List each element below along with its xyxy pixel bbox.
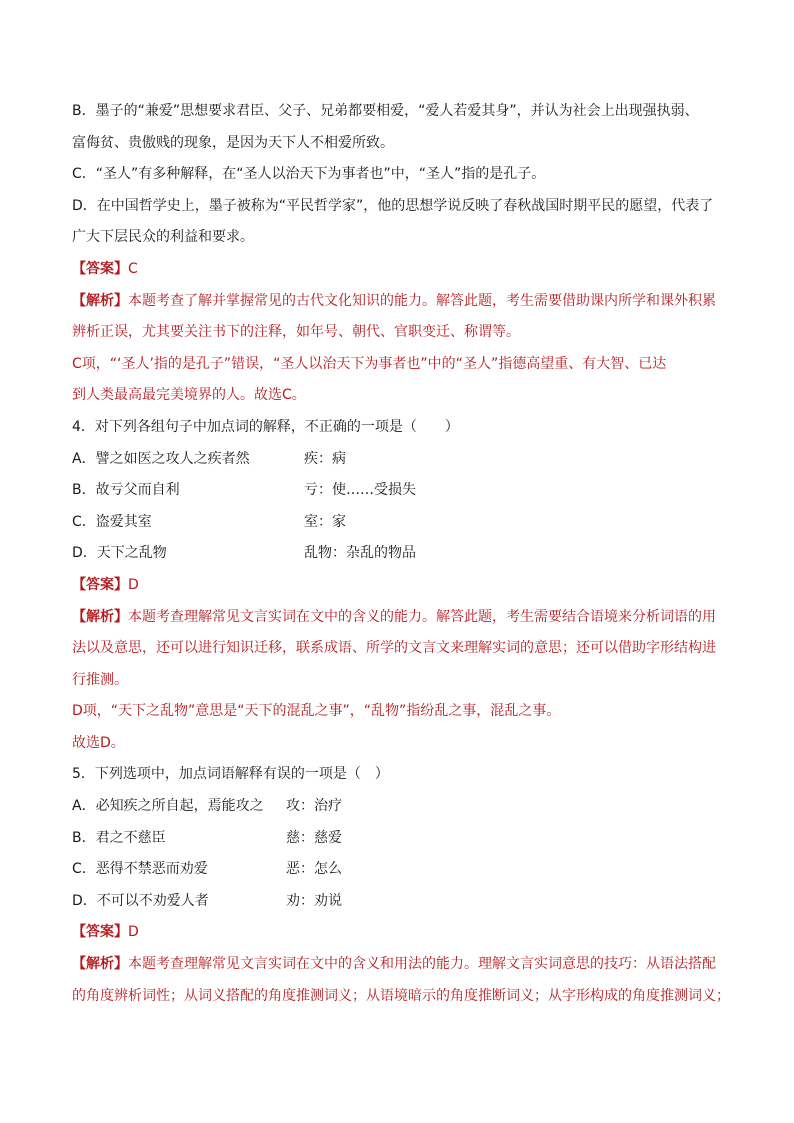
q4-analysis-line3: 行推测。 xyxy=(72,671,128,688)
q3-analysis-line3: C项，“‘圣人’指的是孔子”错误，“圣人以治天下为事者也”中的“圣人”指德高望重、有大智、已达 xyxy=(72,355,667,372)
q5-option-a: A．必知疾之所自起，焉能攻之 攻：治疗 xyxy=(72,798,342,815)
q4-option-b: B．故亏父而自利 亏：使……受损失 xyxy=(72,482,416,499)
q5-analysis-line2: 的角度辨析词性；从词义搭配的角度推测词义；从语境暗示的角度推断词义；从字形构成的角度推测词义； xyxy=(72,987,730,1004)
q5-option-b: B．君之不慈臣 慈：慈爱 xyxy=(72,829,342,846)
q3-analysis-line2: 辨析正误，尤其要关注书下的注释，如年号、朝代、官职变迁、称谓等。 xyxy=(72,324,520,341)
q3-option-d-line1: D．在中国哲学史上，墨子被称为“平民哲学家”，他的思想学说反映了春秋战国时期平民的愿望，代表了 xyxy=(72,197,714,214)
q5-answer xyxy=(72,917,736,949)
q3-option-d-line2: 广大下层民众的利益和要求。 xyxy=(72,229,254,246)
answer-tag: 【答案】 xyxy=(72,576,128,593)
answer-value: D xyxy=(128,924,139,941)
q3-option-b-line2: 富侮贫、贵傲贱的现象，是因为天下人不相爱所致。 xyxy=(72,134,394,151)
q3-answer xyxy=(72,254,736,286)
analysis-tag: 【解析】 xyxy=(72,292,128,309)
q5-analysis-line1: 【解析】本题考查理解常见文言实词在文中的含义和用法的能力。理解文言实词意思的技巧：从语法搭配 xyxy=(72,956,716,973)
q3-option-c: C．“圣人”有多种解释，在“圣人以治天下为事者也”中，“圣人”指的是孔子。 xyxy=(72,166,546,183)
q4-option-a: A．譬之如医之攻人之疾者然 疾：病 xyxy=(72,450,346,467)
answer-value: D xyxy=(128,576,139,593)
q5-option-c: C．恶得不禁恶而劝爱 恶：怎么 xyxy=(72,861,342,878)
q4-analysis-line5: 故选D。 xyxy=(72,734,125,751)
q4-stem: 4．对下列各组句子中加点词的解释，不正确的一项是（ ） xyxy=(72,418,459,435)
q4-analysis-line4: D项，“天下之乱物”意思是“天下的混乱之事”，“乱物”指纷乱之事，混乱之事。 xyxy=(72,703,561,720)
q5-stem: 5．下列选项中，加点词语解释有误的一项是（ ） xyxy=(72,766,389,783)
q4-option-c: C．盗爱其室 室：家 xyxy=(72,513,346,530)
q4-analysis-line1: 【解析】本题考查理解常见文言实词在文中的含义的能力。解答此题，考生需要结合语境来分析词语的用 xyxy=(72,608,716,625)
q3-option-b-line1: B．墨子的“兼爱”思想要求君臣、父子、兄弟都要相爱，“爱人若爱其身”，并认为社会上出现强执弱、 xyxy=(72,103,699,119)
q3-analysis-line1: 【解析】本题考查了解并掌握常见的古代文化知识的能力。解答此题，考生需要借助课内所学和课外积累 xyxy=(72,292,716,309)
document-page xyxy=(72,96,736,1012)
q5-option-d: D．不可以不劝爱人者 劝：劝说 xyxy=(72,892,342,909)
analysis-tag: 【解析】 xyxy=(72,608,128,625)
answer-tag: 【答案】 xyxy=(72,924,128,941)
answer-tag: 【答案】 xyxy=(72,260,128,277)
analysis-tag: 【解析】 xyxy=(72,956,128,973)
q4-answer xyxy=(72,570,736,602)
q3-analysis-line4: 到人类最高最完美境界的人。故选C。 xyxy=(72,387,306,404)
q4-option-d: D．天下之乱物 乱物：杂乱的物品 xyxy=(72,545,416,562)
q4-analysis-line2: 法以及意思，还可以进行知识迁移，联系成语、所学的文言文来理解实词的意思；还可以借助字形结构进 xyxy=(72,640,716,657)
answer-value: C xyxy=(128,260,138,277)
